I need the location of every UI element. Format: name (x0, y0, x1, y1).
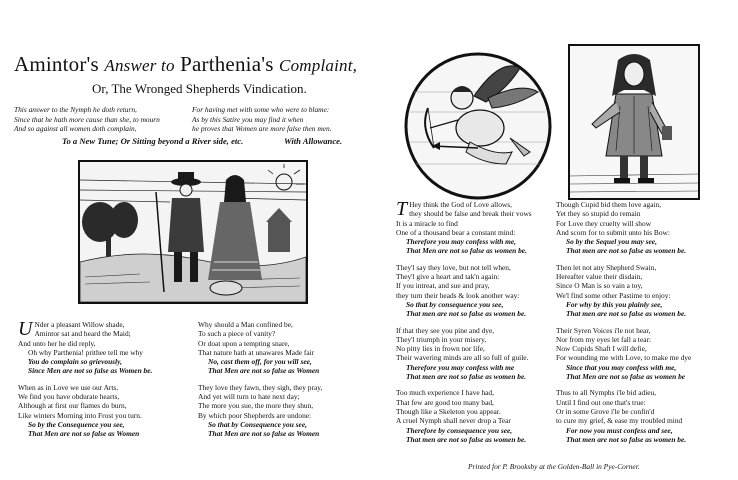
verse-line: to cure my grief, & ease my troubled mind (556, 416, 683, 426)
verse-line: If that they see you pine and dye, (396, 325, 495, 335)
verse-column-4 (556, 200, 691, 451)
refrain-line: That Men are not so false as Women (208, 429, 320, 439)
refrain-line: Since Men are not so false as Women be. (28, 366, 153, 376)
verse-line: That nature hath at unawares Made fair (198, 347, 315, 357)
verse-line: T Hey think the God of Love allows, (396, 198, 512, 220)
verse-line: Too much experience I have had, (396, 388, 494, 398)
stanza (556, 200, 691, 256)
verse-line: Thus to all Nymphs i'le bid adieu, (556, 388, 657, 398)
verse-line: Then let not any Shepherd Swain, (556, 262, 657, 272)
cupid-icon (404, 52, 552, 200)
tune-line: To a New Tune; Or Sitting beyond a River side, etc. (62, 136, 244, 146)
ballad-title (14, 52, 374, 77)
refrain-line: Since that you may confess with me, (566, 362, 677, 372)
stanza (18, 320, 152, 376)
refrain-line: That men are not so false as women be. (406, 372, 527, 382)
verse-line: Now Cupids Shaft I will defie, (556, 344, 647, 354)
title-complaint: Complaint, (279, 56, 358, 75)
refrain-line: That men are not so false as women be. (406, 434, 527, 444)
refrain-line: So by the Consequence you see, (28, 419, 125, 429)
verse-line: Why should a Man confined be, (198, 320, 293, 329)
verse-column-2 (198, 320, 322, 446)
stanza (396, 198, 532, 256)
verse-line: Amintor sat and heard the Maid; (34, 329, 131, 339)
stanza (556, 263, 691, 319)
verse-line: No pitty lies in frown nor life, (396, 344, 485, 354)
verse-line: Although at first our flames do burn, (18, 401, 127, 411)
woodcut-cupid-roundel (404, 52, 552, 200)
intro-line: And so against all women doth complain, (14, 124, 137, 134)
refrain-line: That Men are not so false as women be (566, 372, 686, 382)
woodcut-shepherd-scene (78, 160, 308, 304)
verse-line: Hereafter value their disdain, (556, 272, 643, 282)
verse-line: That few are good too many bad, (396, 397, 494, 407)
verse-line: They'l triumph in your misery, (396, 334, 487, 344)
verse-line: The more you sue, the more they shun, (198, 401, 314, 411)
verse-line: they turn their heads & look another way: (396, 290, 520, 300)
verse-line: Like winters Morning into Frost you turn. (18, 410, 142, 420)
verse-line: For Love they cruelty will show (556, 218, 652, 228)
intro-left (14, 105, 160, 134)
woodcut-gentleman (568, 44, 700, 200)
verse-line: Nor from my eyes let fall a tear: (556, 334, 652, 344)
verse-line: We'l find some other Pastime to enjoy: (556, 290, 671, 300)
ballad-subtitle: Or, The Wronged Shepherds Vindication. (92, 81, 307, 96)
verse-line: Their wavering minds are all so full of guile. (396, 353, 529, 363)
verse-line: Or in some Grove i'le be confin'd (556, 406, 655, 416)
verse-line: Until I find out one that's true: (556, 397, 646, 407)
verse-line: They'l give a heart and tak'n again: (396, 272, 500, 282)
verse-line: They'l say they love, but not tell when, (396, 262, 511, 272)
stanza (18, 383, 152, 439)
verse-line: If you intreat, and sue and pray, (396, 281, 490, 291)
refrain-line: That Men are not so false as Women (28, 429, 140, 439)
verse-line: By which poor Shepherds are undone: (198, 410, 312, 420)
verse-line: We find you have obdurate hearts, (18, 392, 120, 402)
printer-imprint: Printed for P. Brooksby at the Golden-Ball in Pye-Corner. (468, 462, 640, 471)
title-name-parthenia: Parthenia's (180, 52, 274, 76)
verse-line: One of a thousand bear a constant mind: (396, 227, 516, 237)
allowance-line: With Allowance. (284, 136, 343, 146)
verse-line: Since O Man is so vain a toy, (556, 281, 643, 291)
intro-line: he proves that Women are more false then men. (192, 124, 332, 134)
stanza (396, 326, 529, 382)
verse-line: Their Syren Voices i'le not hear, (556, 325, 651, 335)
intro-line: For having met with some who were to blame: (192, 105, 330, 114)
verse-line: U Nder a pleasant Willow shade, (18, 318, 125, 340)
verse-line: When as in Love we use our Arts, (18, 382, 119, 392)
drop-cap: T (396, 198, 408, 220)
refrain-line: For why by this you plainly see, (566, 299, 663, 309)
refrain-line: So by the Sequel you may see, (566, 237, 657, 247)
stanza (198, 383, 322, 439)
title-answer-to: Answer to (104, 56, 175, 75)
verse-line: For wounding me with Love, to make me dye (556, 353, 692, 363)
verse-column-1 (18, 320, 152, 446)
intro-right (192, 105, 332, 134)
verse-line: And unto her he did reply, (18, 338, 96, 348)
refrain-line: So that by Consequence you see, (208, 419, 307, 429)
verse-line: they should be false and break their vows (409, 209, 532, 219)
refrain-line: That men are not so false as women be. (566, 434, 687, 444)
refrain-line: That Men are not so false as women be. (406, 246, 527, 256)
verse-line: They love they fawn, they sigh, they pray, (198, 382, 323, 392)
refrain-line: So that by consequence you see, (406, 299, 504, 309)
verse-line: Though Cupid bid them love again, (556, 200, 662, 209)
stanza (556, 326, 691, 382)
refrain-line: That men are not so false as women be. (406, 309, 527, 319)
refrain-line: That Men are not so false as Women (208, 366, 320, 376)
refrain-line: You do complain so grievously, (28, 357, 122, 367)
verse-column-3 (396, 198, 532, 451)
stanza (556, 388, 691, 444)
gentleman-figure-icon (570, 46, 698, 198)
intro-line: This answer to the Nymph he doth return, (14, 105, 137, 114)
stanza (198, 320, 322, 376)
verse-line: To such a piece of vanity? (198, 329, 276, 339)
intro-line: As by this Satire you may find it when (192, 114, 304, 124)
verse-line: A cruel Nymph shall never drop a Tear (396, 416, 511, 426)
intro-line: Since that he hath more cause than she, to mourn (14, 114, 160, 124)
verse-line: Oh why Parthenia! prithee tell me why (28, 347, 143, 357)
refrain-line: No, cast them off, for you will see, (208, 357, 312, 367)
stanza (396, 388, 529, 444)
verse-line: And yet will turn to hate next day; (198, 392, 300, 402)
refrain-line: Therefore you may confess with me, (406, 237, 517, 247)
verse-line: It is a miracle to find (396, 218, 458, 228)
stanza (396, 263, 529, 319)
refrain-line: That men are not so false as women be. (566, 246, 687, 256)
title-name-amintor: Amintor's (14, 52, 99, 76)
verse-line: Though like a Skeleton you appear. (396, 406, 501, 416)
verse-line: Or doat upon a tempting snare, (198, 338, 290, 348)
refrain-line: Therefore by consequence you see, (406, 425, 513, 435)
refrain-line: Therefore you may confess with me (406, 362, 515, 372)
verse-line: And scorn for to submit unto his Bow: (556, 227, 670, 237)
shepherd-scene-icon (80, 162, 306, 302)
refrain-line: For now you must confess and see, (566, 425, 673, 435)
verse-line: Yet they so stupid do remain (556, 209, 641, 219)
drop-cap: U (18, 318, 33, 340)
refrain-line: That men are not so false as women be. (566, 309, 687, 319)
